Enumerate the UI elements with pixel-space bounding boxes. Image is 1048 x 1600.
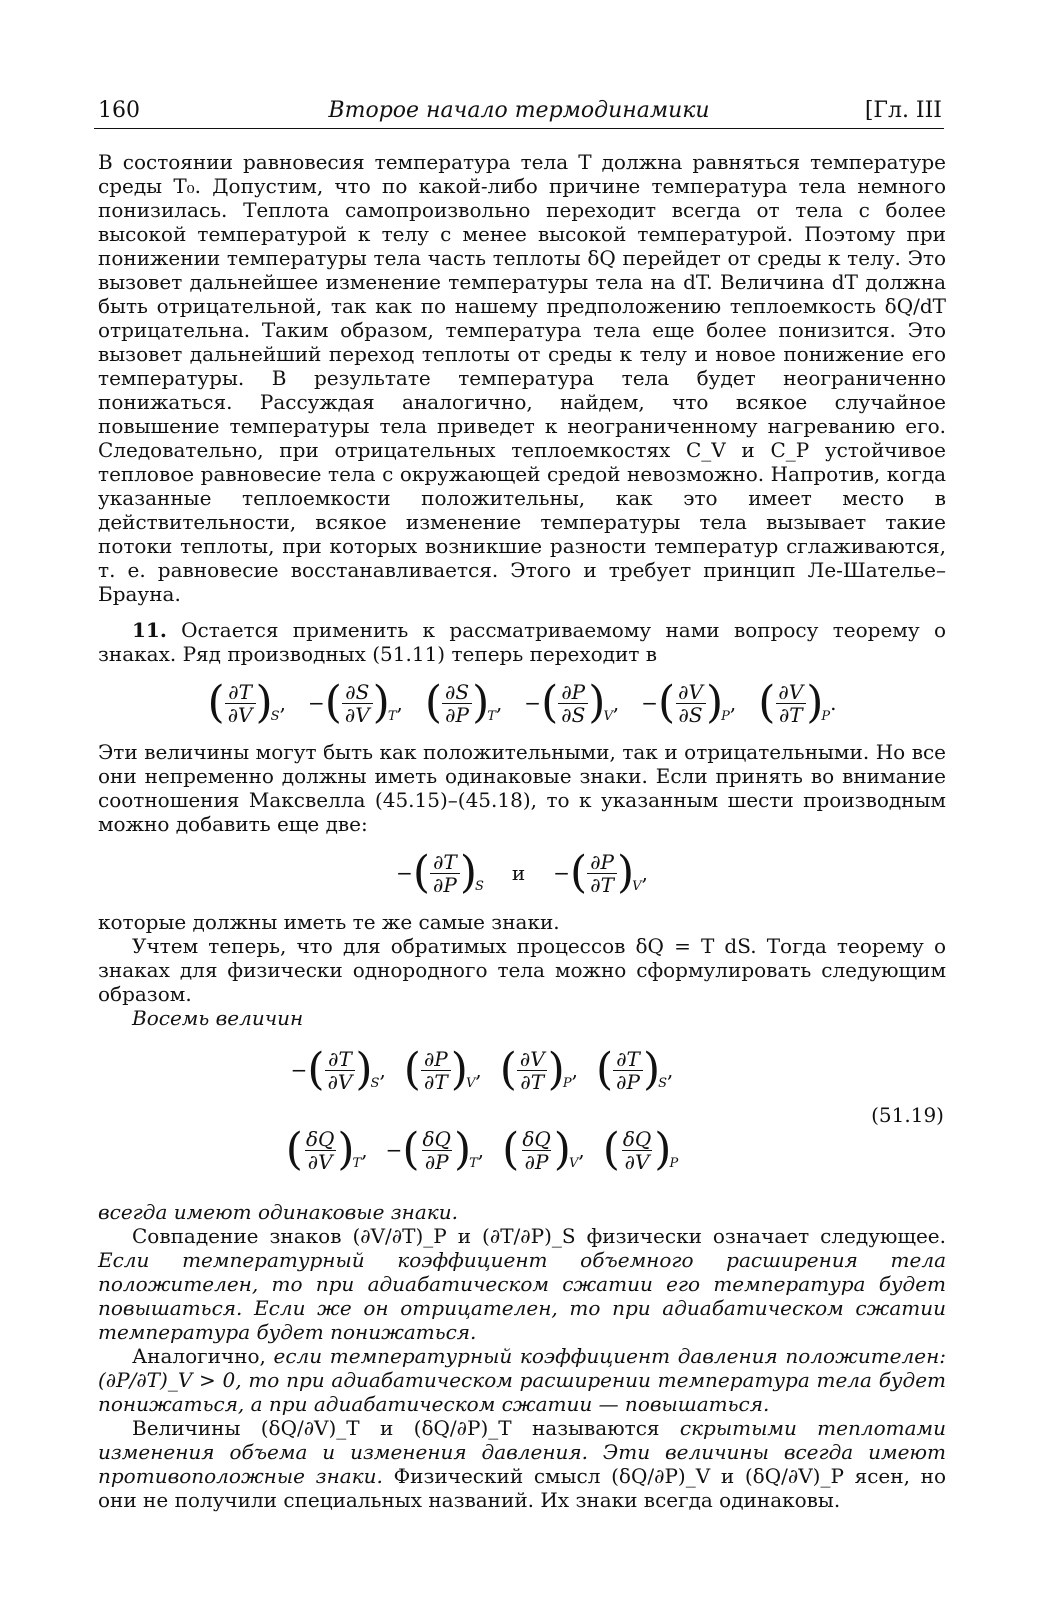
term-1: − ( $\frac{\partial T}{\partial V}$ ) S , bbox=[290, 1044, 386, 1095]
page-header bbox=[94, 96, 944, 129]
deriv-dV-dS-P: − ( $\frac{\partial V}{\partial S}$ ) P , bbox=[641, 677, 737, 728]
expansion-italic: Если температурный коэффициент объемного расширения тела положителен, то при адиабатическом сжатии его температура будет повышаться. Если же он отрицателен, то при адиабатическом сжатии температура будет понижаться. bbox=[98, 1248, 946, 1344]
paragraph-reversible: Учтем теперь, что для обратимых процессов δQ = T dS. Тогда теорему о знаках для физически однородного тела можно сформулировать следующим образом. bbox=[98, 934, 946, 1006]
deriv-dT-dP-S: − ( $\frac{\partial T}{\partial P}$ ) S bbox=[396, 847, 484, 898]
running-title: Второе начало термодинамики bbox=[328, 98, 710, 123]
term-3: ( $\frac{\partial V}{\partial T}$ ) P , bbox=[499, 1044, 578, 1095]
term-7: ( $\frac{\delta Q}{\partial P}$ ) V , bbox=[502, 1124, 585, 1175]
maxwell-extra-equation bbox=[98, 836, 946, 910]
pressure-italic: если температурный коэффициент давления положителен: (∂P/∂T)_V > 0, то при адиабатическом расширении температура тела будет понижаться, а при адиабатическом сжатии — повышаться. bbox=[98, 1344, 947, 1416]
paragraph-pressure bbox=[98, 1344, 946, 1416]
deriv-dP-dT-V: − ( $\frac{\partial P}{\partial T}$ ) V , bbox=[553, 847, 648, 898]
term-4: ( $\frac{\partial T}{\partial P}$ ) S , bbox=[595, 1044, 674, 1095]
deriv-dV-dT-P: ( $\frac{\partial V}{\partial T}$ ) P . bbox=[758, 677, 837, 728]
pressure-lead: Аналогично, bbox=[132, 1344, 274, 1368]
paragraph-same-signs: которые должны иметь те же самые знаки. bbox=[98, 910, 560, 934]
paragraph-signs: Эти величины могут быть как положительными, так и отрицательными. Но все они непременно должны иметь одинаковые знаки. Если принять во внимание соотношения Максвелла (45.15)–(45.18), то к указанным шести производным можно добавить еще две: bbox=[98, 740, 946, 836]
deriv-dS-dP-T: ( $\frac{\partial S}{\partial P}$ ) T , bbox=[424, 677, 503, 728]
section-number: 11. bbox=[132, 618, 167, 642]
paragraph-section-11 bbox=[98, 618, 946, 666]
equation-51-19 bbox=[98, 1030, 946, 1200]
expansion-lead: Совпадение знаков (∂V/∂T)_P и (∂T/∂P)_S физически означает следующее. bbox=[132, 1224, 946, 1248]
section-11-text: Остается применить к рассматриваемому нами вопросу теорему о знаках. Ряд производных (51.11) теперь переходит в bbox=[98, 618, 946, 666]
theorem-conclusion: всегда имеют одинаковые знаки. bbox=[98, 1200, 458, 1224]
derivatives-row-equation bbox=[98, 666, 946, 740]
deriv-dP-dS-V: − ( $\frac{\partial P}{\partial S}$ ) V , bbox=[524, 677, 620, 728]
term-5: ( $\frac{\delta Q}{\partial V}$ ) T , bbox=[285, 1124, 368, 1175]
paragraph-expansion bbox=[98, 1224, 946, 1344]
term-2: ( $\frac{\partial P}{\partial T}$ ) V , bbox=[403, 1044, 482, 1095]
term-6: − ( $\frac{\delta Q}{\partial P}$ ) T , bbox=[385, 1124, 485, 1175]
chapter-label: [Гл. III bbox=[864, 98, 942, 123]
page-number: 160 bbox=[98, 98, 140, 123]
equation-number: (51.19) bbox=[871, 1103, 944, 1127]
latent-tail: Физический смысл (δQ/∂P)_V и (δQ/∂V)_P ясен, но они не получили специальных названий. Их знаки всегда одинаковы. bbox=[98, 1464, 947, 1512]
paragraph-stability: В состоянии равновесия температура тела T должна равняться температуре среды T₀. Допустим, что по какой-либо причине температура тела немного понизилась. Теплота самопроизвольно переходит всегда от тела с более высокой температурой к телу с менее высокой температурой. Поэтому при понижении температуры тела часть теплоты δQ перейдет от среды к телу. Это вызовет дальнейшее изменение температуры тела на dT. Величина dT должна быть отрицательной, так как по нашему предположению теплоемкость δQ/dT отрицательна. Таким образом, температура тела еще более понизится. Это вызовет дальнейший переход теплоты от среды к телу и новое понижение его температуры. В результате температура тела будет неограниченно понижаться. Рассуждая аналогично, найдем, что всякое случайное повышение температуры тела приведет к неограниченному нагреванию его. Следовательно, при отрицательных теплоемкостях C_V и C_P устойчивое тепловое равновесие тела с окружающей средой невозможно. Напротив, когда указанные теплоемкости положительны, как это имеет место в действительности, всякое изменение температуры тела вызывает такие потоки теплоты, при которых возникшие разности температур сглаживаются, т. е. равновесие восстанавливается. Этого и требует принцип Ле-Шателье–Брауна. bbox=[98, 150, 946, 606]
conjunction-and: и bbox=[511, 861, 526, 885]
paragraph-latent-heat bbox=[98, 1416, 946, 1512]
theorem-intro: Восемь величин bbox=[132, 1006, 304, 1030]
deriv-dT-dV-S: ( $\frac{\partial T}{\partial V}$ ) S , bbox=[207, 677, 286, 728]
latent-italic: скрытыми теплотами изменения объема и изменения давления. Эти величины всегда имеют противоположные знаки. bbox=[98, 1416, 946, 1488]
term-8: ( $\frac{\delta Q}{\partial V}$ ) P bbox=[602, 1124, 679, 1175]
page-body bbox=[98, 150, 946, 1512]
latent-lead: Величины (δQ/∂V)_T и (δQ/∂P)_T называются bbox=[132, 1416, 680, 1440]
deriv-dS-dV-T: − ( $\frac{\partial S}{\partial V}$ ) T , bbox=[307, 677, 403, 728]
